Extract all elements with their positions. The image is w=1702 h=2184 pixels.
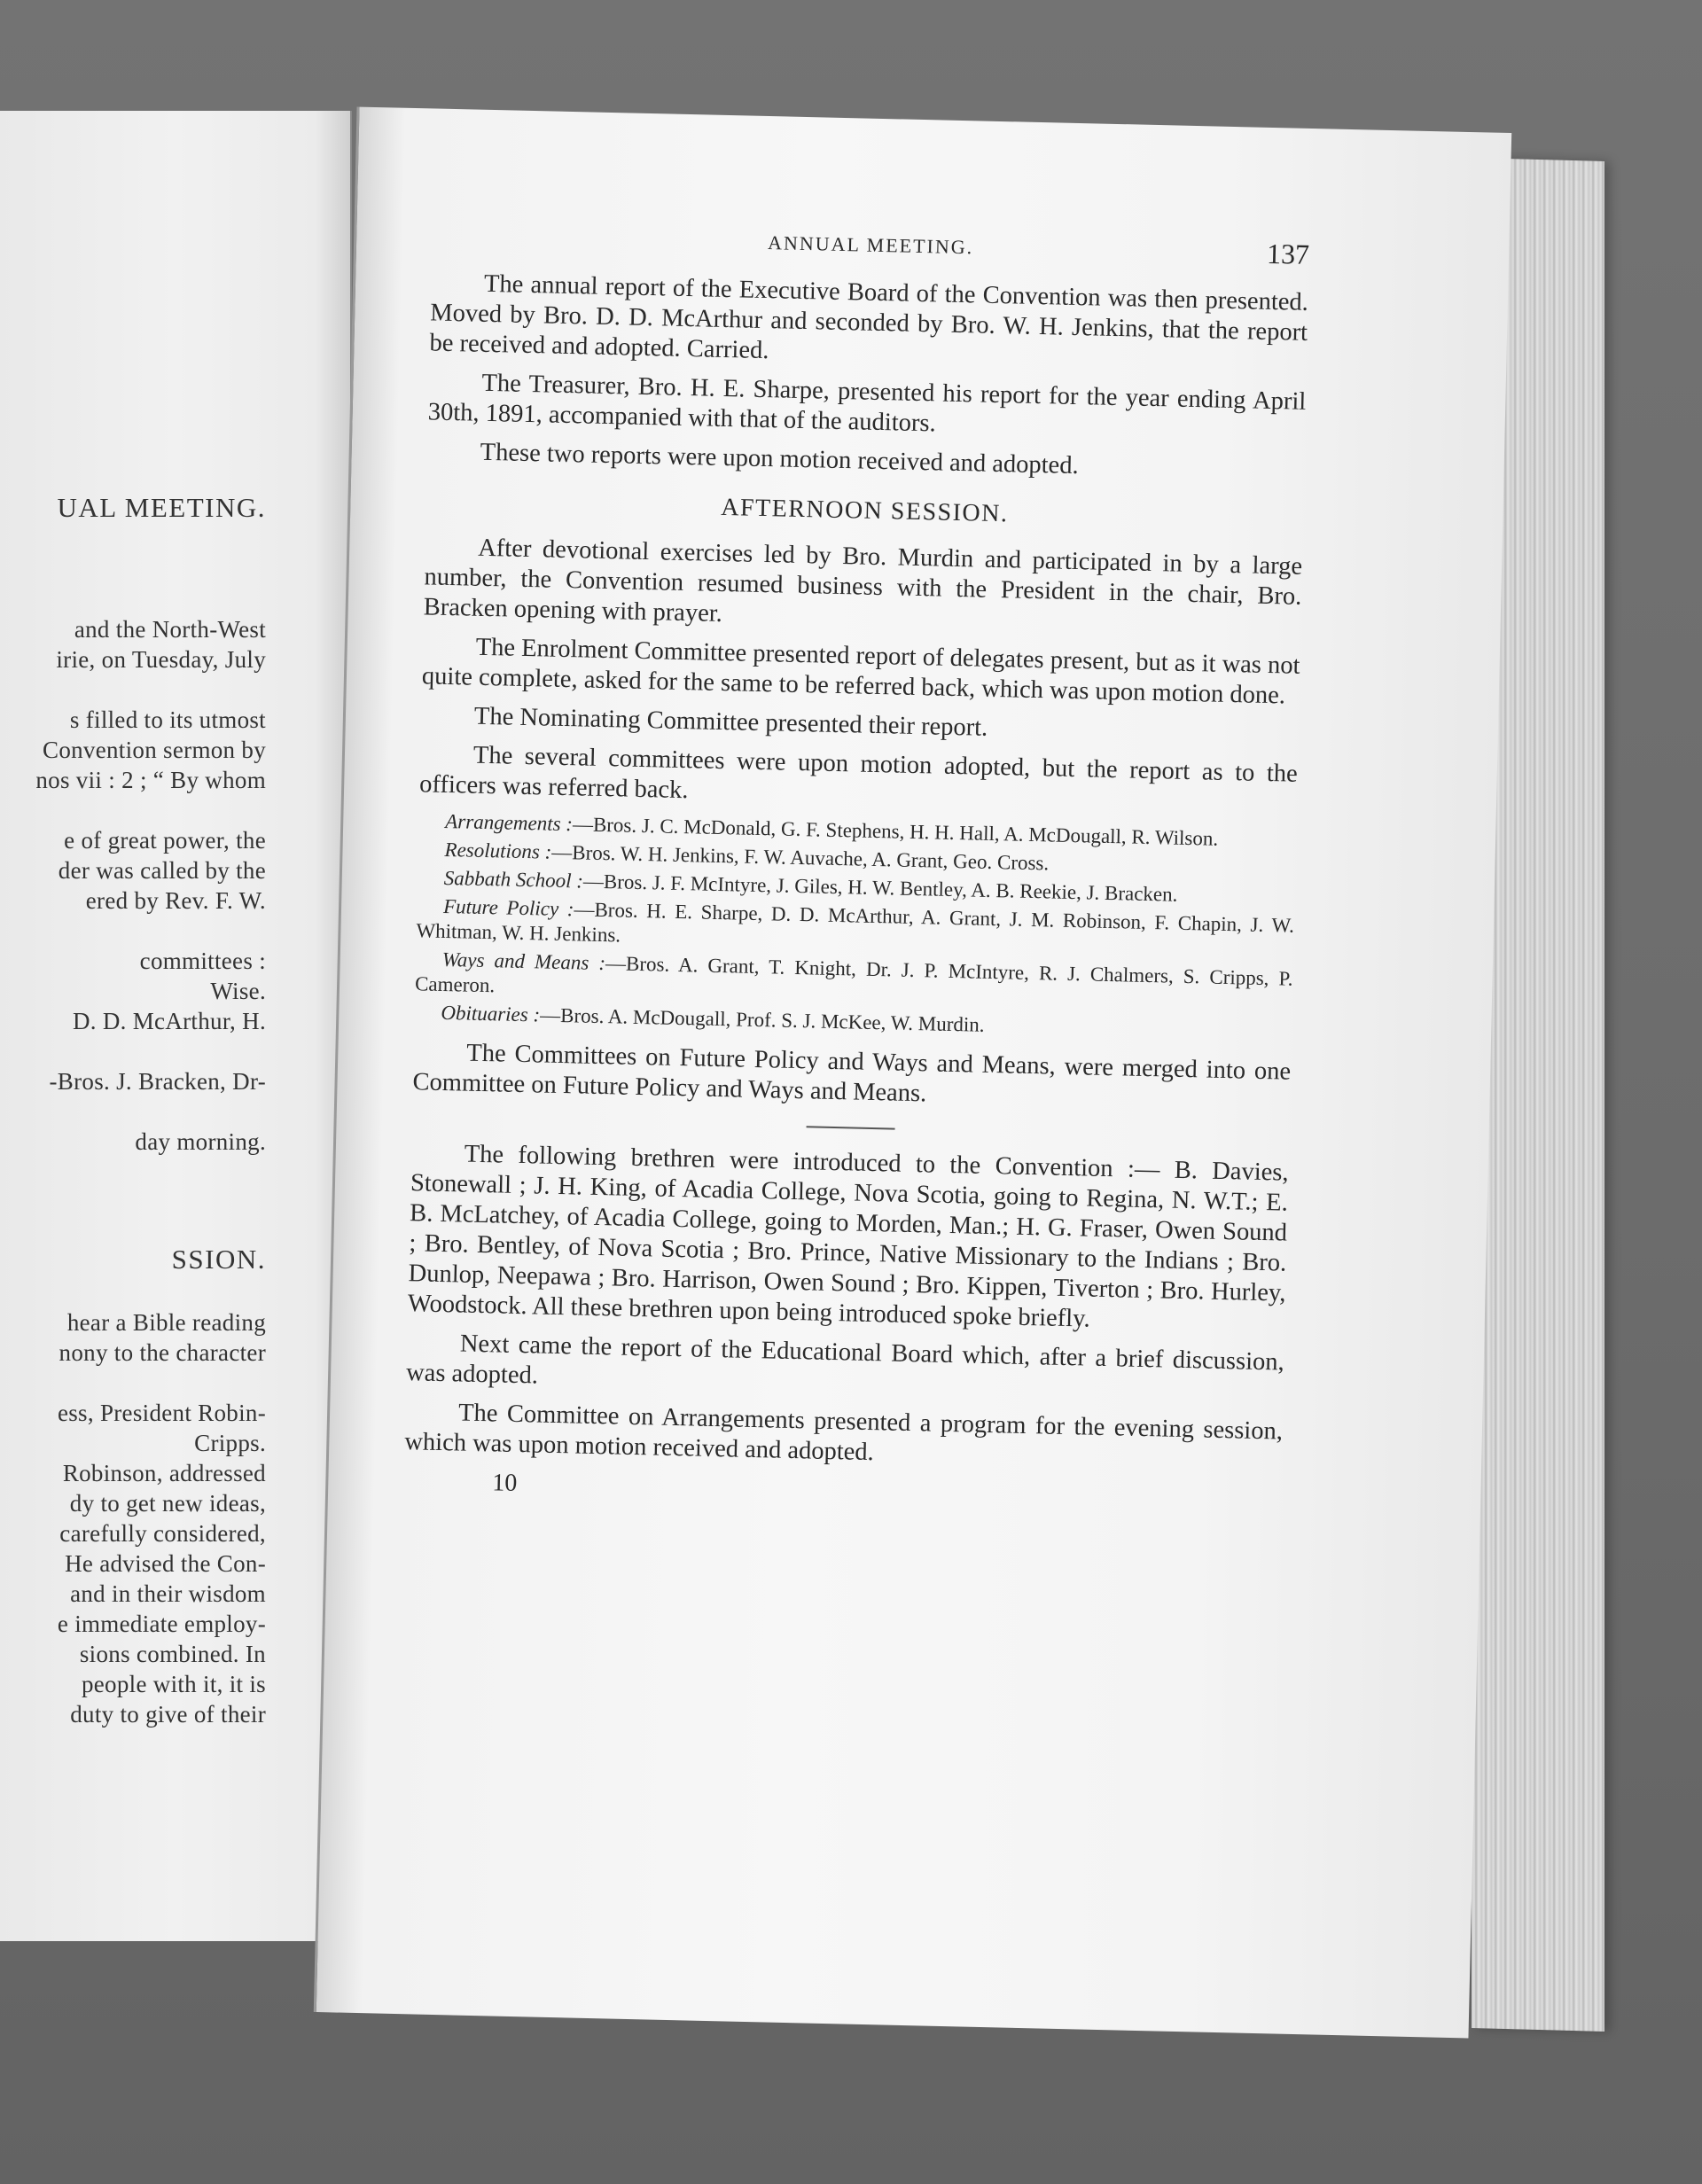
left-page-line: e immediate employ-	[57, 1611, 266, 1637]
section-heading: AFTERNOON SESSION.	[720, 493, 1009, 528]
left-page-line: duty to give of their	[70, 1701, 266, 1728]
committee-members: —Bros. J. F. McIntyre, J. Giles, H. W. Bentley, A. B. Reekie, J. Bracken.	[582, 870, 1178, 906]
left-page-heading: UAL MEETING.	[57, 492, 266, 523]
left-page	[0, 111, 352, 1941]
paragraph: After devotional exercises led by Bro. Murdin and participated in by a large number, the Convention resumed business with the President in the chair, Bro. Bracken opening with prayer.	[423, 534, 1303, 628]
left-page-line: der was called by the	[58, 857, 266, 884]
committee-name: Ways and Means :	[441, 948, 606, 975]
paragraph: Next came the report of the Educational Board which, after a brief discussion, was adopted.	[405, 1330, 1285, 1390]
paragraph: The several committees were upon motion adopted, but the report as to the officers was referred back.	[418, 741, 1299, 805]
section-divider	[807, 1126, 895, 1129]
left-page-line: He advised the Con-	[65, 1550, 266, 1577]
committee-name: Future Policy :	[442, 894, 574, 921]
left-page-line: -Bros. J. Bracken, Dr-	[49, 1068, 266, 1095]
body-text	[403, 268, 1308, 1516]
paragraph: These two reports were upon motion received and adopted.	[480, 438, 1080, 480]
left-page-line: nony to the character	[59, 1339, 266, 1366]
paragraph: The Committees on Future Policy and Ways and Means, were merged into one Committee on Future Policy and Ways and Means.	[412, 1039, 1292, 1108]
left-page-line: e of great power, the	[64, 827, 266, 854]
left-page-line: day morning.	[135, 1128, 266, 1155]
left-page-line: carefully considered,	[59, 1520, 266, 1547]
committee-members: —Bros. J. C. McDonald, G. F. Stephens, H. H. Hall, A. McDougall, R. Wilson.	[572, 813, 1219, 850]
left-page-line: nos vii : 2 ; “ By whom	[35, 767, 266, 793]
committee-list	[414, 808, 1296, 1044]
right-page	[314, 106, 1511, 2038]
signature-mark: 10	[492, 1469, 518, 1497]
paragraph: The Treasurer, Bro. H. E. Sharpe, presented his report for the year ending April 30th, 1891, accompanied with that of the auditors.	[427, 369, 1307, 438]
committee-members: —Bros. A. McDougall, Prof. S. J. McKee, W. Murdin.	[539, 1003, 985, 1036]
left-page-line: hear a Bible reading	[66, 1309, 266, 1336]
committee-members: —Bros. H. E. Sharpe, D. D. McArthur, A. Grant, J. M. Robinson, F. Chapin, J. W. Whitman, W. H. Jenkins.	[416, 898, 1295, 947]
committee-members: —Bros. A. Grant, T. Knight, Dr. J. P. McIntyre, R. J. Chalmers, S. Cripps, P. Cameron.	[414, 952, 1293, 997]
left-page-line: and in their wisdom	[70, 1580, 266, 1607]
left-page-line: sions combined. In	[79, 1641, 266, 1667]
left-page-line: Cripps.	[194, 1430, 266, 1456]
left-page-section-heading: SSION.	[171, 1244, 266, 1275]
paragraph: The Enrolment Committee presented report of delegates present, but as it was not quite complete, asked for the same to be referred back, which was upon motion done.	[421, 633, 1300, 710]
paragraph: The annual report of the Executive Board of the Convention was then presented. Moved by Bro. D. D. McArthur and seconded by Bro. W. H. Jenkins, that the report be received and adopted. Carried.	[429, 269, 1309, 365]
left-page-line: dy to get new ideas,	[69, 1490, 266, 1517]
left-page-line: s filled to its utmost	[69, 706, 266, 733]
left-page-line: Robinson, addressed	[62, 1460, 266, 1486]
left-page-line: Convention sermon by	[43, 737, 266, 763]
left-page-line: D. D. McArthur, H.	[72, 1008, 266, 1034]
running-title: ANNUAL MEETING.	[767, 231, 974, 259]
left-page-line: ered by Rev. F. W.	[85, 887, 266, 914]
left-page-line: committees :	[139, 948, 266, 974]
left-page-line: Wise.	[210, 978, 266, 1004]
committee-name: Sabbath School :	[443, 866, 584, 893]
page-number: 137	[1266, 237, 1310, 270]
committee-name: Obituaries :	[441, 1001, 541, 1026]
committee-members: —Bros. W. H. Jenkins, F. W. Auvache, A. Grant, Geo. Cross.	[551, 840, 1050, 875]
committee-name: Arrangements :	[445, 809, 574, 836]
paragraph: The Committee on Arrangements presented a program for the evening session, which was upon motion received and adopted.	[404, 1399, 1284, 1467]
left-page-line: people with it, it is	[81, 1671, 266, 1697]
committee-name: Resolutions :	[444, 838, 552, 863]
left-page-line: and the North-West	[74, 616, 266, 643]
left-page-line: irie, on Tuesday, July	[56, 646, 266, 673]
paragraph: The following brethren were introduced to the Convention :— B. Davies, Stonewall ; J. H. King, of Acadia College, Nova Scotia, going to Regina, N. W.T.; E. B. McLatchey, of Acadia College, going to Morden, Man.; H. G. Fraser, Owen Sound ; Bro. Bentley, of Nova Scotia ; Bro. Prince, Native Missionary to the Indians ; Bro. Dunlop, Neepawa ; Bro. Harrison, Owen Sound ; Bro. Kippen, Tiverton ; Bro. Hurley, Woodstock. All these brethren upon being introduced spoke briefly.	[407, 1140, 1289, 1333]
paragraph: The Nominating Committee presented their report.	[473, 702, 988, 742]
left-page-line: ess, President Robin-	[57, 1400, 266, 1426]
